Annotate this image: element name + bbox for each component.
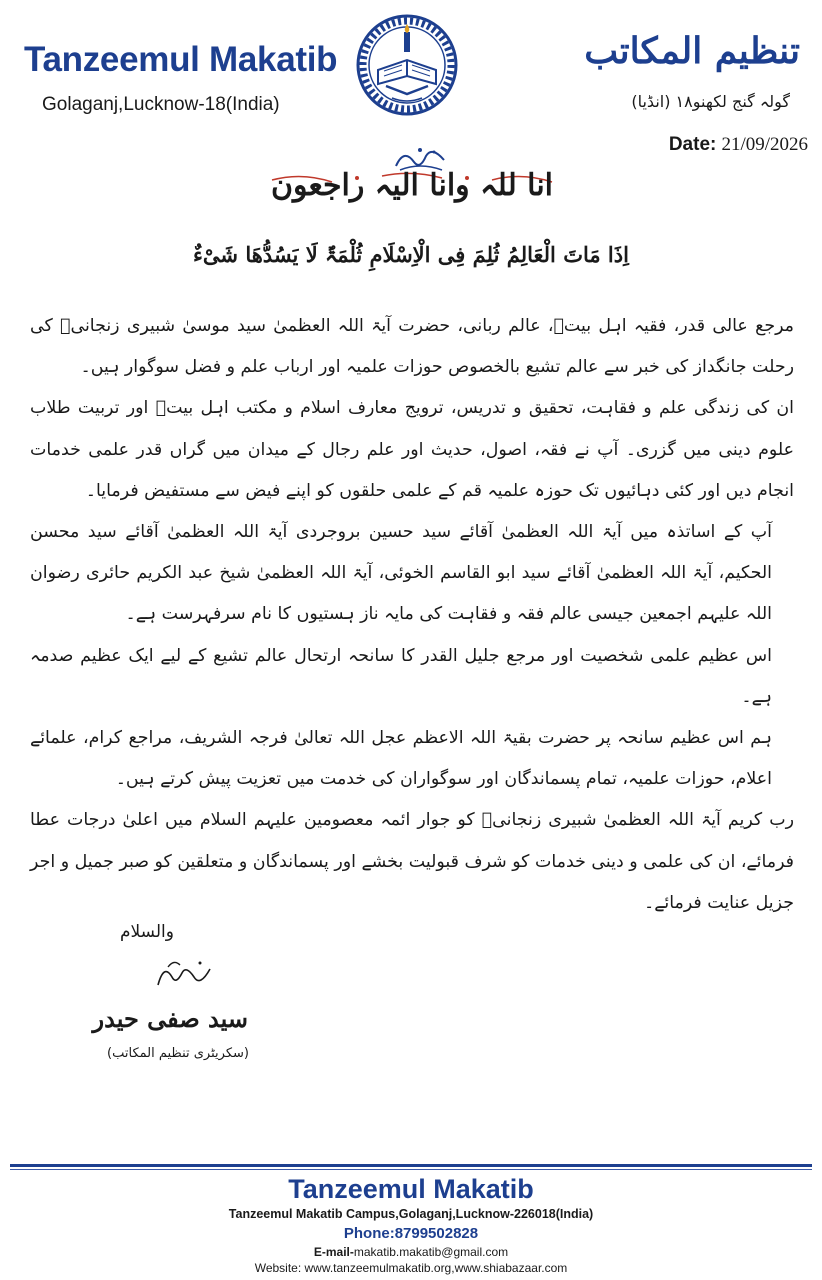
footer-email-address[interactable]: makatib.makatib@gmail.com (353, 1245, 509, 1259)
footer-divider (10, 1164, 812, 1167)
paragraph: اس عظیم علمی شخصیت اور مرجع جلیل القدر کا سانحہ ارتحال عالم تشیع کے لیے ایک عظیم صدمہ ہے۔ (30, 645, 772, 707)
footer-divider-thin (10, 1169, 812, 1170)
paragraph: ان کی زندگی علم و فقاہت، تحقیق و تدریس، ترویج معارف اسلام و مکتب اہل بیتؑ اور تربیت طلاب علوم دینی میں گزری۔ آپ نے فقہ، اصول، حدیث اور علم رجال کے میدان میں گراں قدر علمی خدمات انجام دیں اور کئی دہائیوں تک حوزہ علمیہ قم کے علمی حلقوں کو اپنے فیض سے مستفیض فرمایا۔ (30, 398, 794, 501)
signatory-title: (سکریٹری تنظیم المکاتب) (107, 1046, 249, 1061)
footer-email-label: E-mail- (313, 1245, 354, 1259)
footer-website[interactable]: Website: www.tanzeemulmakatib.org,www.shiabazaar.com (254, 1261, 568, 1275)
footer-address: Tanzeemul Makatib Campus,Golaganj,Lucknow-226018(India) (228, 1207, 594, 1221)
paragraph: رب کریم آیۃ اللہ العظمیٰ شبیری زنجانیؒ کو جوار ائمہ معصومین علیہم السلام میں اعلیٰ درجات عطا فرمائے، ان کی علمی و دینی خدمات کو شرف قبولیت بخشے اور پسماندگان و متعلقین کو صبر جمیل و اجر جزیل عنایت فرمائے۔ (30, 810, 794, 913)
date-line (669, 134, 808, 156)
org-name-urdu: تنظیم المکاتب (584, 30, 800, 72)
signatory-name: سید صفی حیدر (92, 1004, 248, 1033)
org-name-english: Tanzeemul Makatib (24, 40, 338, 79)
letterhead (0, 0, 822, 128)
footer (0, 1172, 822, 1276)
org-address-english: Golaganj,Lucknow-18(India) (42, 94, 280, 115)
date-label: Date: (668, 134, 717, 155)
date-value: 21/09/2026 (721, 134, 808, 155)
salutation: والسلام (120, 922, 174, 942)
letter-body (30, 306, 794, 924)
footer-org-name: Tanzeemul Makatib (288, 1174, 534, 1204)
handwritten-signature-icon (150, 955, 220, 995)
inna-lillah-heading: انا للہ وانا الیہ راجعون (270, 168, 554, 203)
organization-logo-icon (356, 14, 458, 116)
footer-email-line (0, 1244, 822, 1260)
paragraph: مرجع عالی قدر، فقیہ اہل بیتؑ، عالم ربانی، حضرت آیۃ اللہ العظمیٰ سید موسیٰ شبیری زنجانیؒ کی رحلت جانگداز کی خبر سے عالم تشیع بالخصوص حوزات علمیہ اور ارباب علم و فضل سوگوار ہیں۔ (30, 316, 794, 378)
paragraph: آپ کے اساتذہ میں آیۃ اللہ العظمیٰ آقائے سید حسین بروجردی آیۃ اللہ العظمیٰ آقائے سید محسن الحکیم، آیۃ اللہ العظمیٰ آقائے سید ابو القاسم الخوئی، آیۃ اللہ العظمیٰ شیخ عبد الکریم حائری رضوان اللہ علیہم اجمعین جیسی عالم فقہ و فقاہت کی مایہ ناز ہستیوں کا نام سرفہرست ہے۔ (30, 522, 772, 625)
org-address-urdu: گولہ گنج لکھنو۱۸ (انڈیا) (631, 92, 790, 111)
footer-phone: Phone:8799502828 (343, 1225, 479, 1242)
paragraph: ہم اس عظیم سانحہ پر حضرت بقیۃ اللہ الاعظم عجل اللہ تعالیٰ فرجہ الشریف، مراجع کرام، علمائے اعلام، حوزات علمیہ، تمام پسماندگان اور سوگواران کی خدمت میں تعزیت پیش کرتے ہیں۔ (30, 728, 772, 790)
hadith-line: اِذَا مَاتَ الْعَالِمُ ثُلِمَ فِی الْاِسْلَامِ ثُلْمَۃٌ لَا یَسُدُّھَا شَیْءٌ (193, 242, 629, 267)
